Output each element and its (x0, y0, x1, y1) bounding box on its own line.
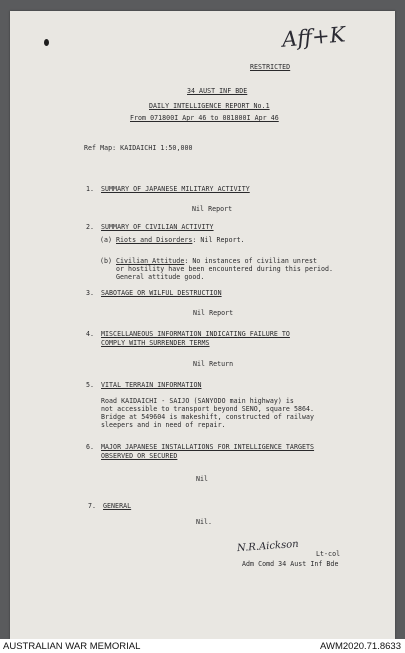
ink-blot (44, 39, 49, 46)
section-4-heading-line1: MISCELLANEOUS INFORMATION INDICATING FAILURE TO (101, 330, 290, 338)
section-3-body: Nil Report (193, 309, 234, 317)
archive-footer (0, 639, 405, 653)
section-2-number: 2. (86, 223, 95, 231)
section-2a-label: Riots and Disorders (116, 236, 193, 244)
section-4-number: 4. (86, 330, 95, 338)
section-5-body-line3: Bridge at 549604 is makeshift, constructed of railway (101, 413, 315, 421)
section-6-heading-line1: MAJOR JAPANESE INSTALLATIONS FOR INTELLIGENCE TARGETS (101, 443, 315, 451)
section-7-body: Nil. (196, 518, 213, 526)
section-2b-line2: or hostility have been encountered during this period. (116, 265, 334, 273)
section-6-body: Nil (196, 475, 209, 483)
section-2-heading: SUMMARY OF CIVILIAN ACTIVITY (101, 223, 214, 231)
section-4-body: Nil Return (193, 360, 234, 368)
report-title: DAILY INTELLIGENCE REPORT No.1 (149, 102, 270, 110)
section-2a-line (116, 236, 245, 244)
report-period: From 071800I Apr 46 to 081800I Apr 46 (130, 114, 279, 122)
section-1-body: Nil Report (192, 205, 233, 213)
section-1-heading: SUMMARY OF JAPANESE MILITARY ACTIVITY (101, 185, 250, 193)
signatory-rank: Lt-col (316, 550, 341, 558)
signatory-appointment: Adm Comd 34 Aust Inf Bde (242, 560, 339, 568)
section-5-body-line4: sleepers and in need of repair. (101, 421, 226, 429)
section-6-number: 6. (86, 443, 95, 451)
section-2b-label: Civilian Attitude (116, 257, 185, 265)
handwritten-annotation: Aff+K (281, 22, 347, 52)
section-5-body-line2: not accessible to transport beyond SENO, square 5864. (101, 405, 315, 413)
footer-accession-number: AWM2020.71.8633 (320, 641, 401, 652)
reference-map: Ref Map: KAIDAICHI 1:50,000 (84, 144, 193, 152)
section-6-heading-line2: OBSERVED OR SECURED (101, 452, 178, 460)
document-page (10, 11, 395, 639)
section-2b-line3: General attitude good. (116, 273, 205, 281)
section-5-body-line1: Road KAIDAICHI - SAIJO (SANYODO main highway) is (101, 397, 294, 405)
unit-heading: 34 AUST INF BDE (187, 87, 248, 95)
handwritten-signature: N.R.Aickson (236, 538, 299, 555)
section-1-number: 1. (86, 185, 95, 193)
section-2b-text: : No instances of civilian unrest (184, 257, 317, 265)
footer-institution: AUSTRALIAN WAR MEMORIAL (3, 641, 141, 652)
section-2a-text: : Nil Report. (192, 236, 245, 244)
section-3-heading: SABOTAGE OR WILFUL DESTRUCTION (101, 289, 222, 297)
section-7-heading: GENERAL (103, 502, 132, 510)
section-2b-letter: (b) (100, 257, 113, 265)
classification-marking: RESTRICTED (250, 63, 291, 71)
section-4-heading-line2: COMPLY WITH SURRENDER TERMS (101, 339, 210, 347)
section-2a-letter: (a) (100, 236, 113, 244)
section-3-number: 3. (86, 289, 95, 297)
section-5-number: 5. (86, 381, 95, 389)
section-7-number: 7. (88, 502, 97, 510)
section-5-heading: VITAL TERRAIN INFORMATION (101, 381, 202, 389)
